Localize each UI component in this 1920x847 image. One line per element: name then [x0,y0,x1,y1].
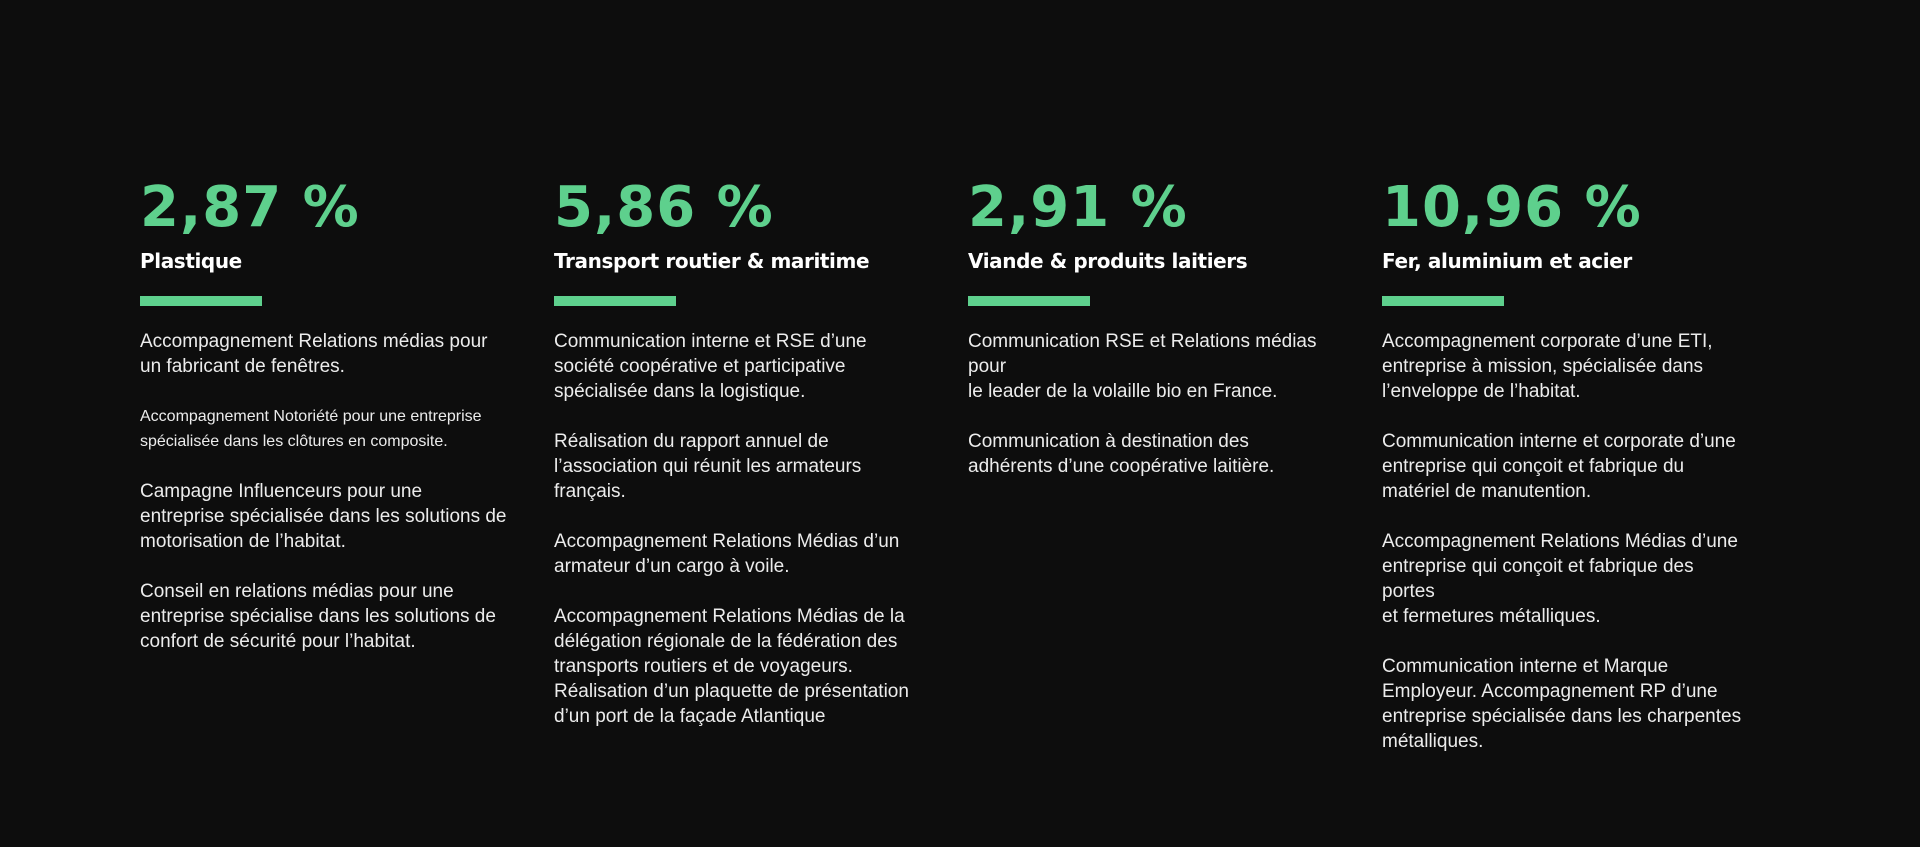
sector-item: Accompagnement corporate d’une ETI, entreprise à mission, spécialisée dans l’enveloppe de l’habitat. [1382,331,1713,402]
sector-items [1382,329,1796,754]
sector-item: Accompagnement Relations médias pour un fabricant de fenêtres. [140,331,488,377]
sector-item: Réalisation du rapport annuel de l’association qui réunit les armateurs français. [554,431,862,502]
sector-column-transport [554,176,968,779]
sector-item: Communication RSE et Relations médias pour le leader de la volaille bio en France. [968,331,1317,402]
sector-item: Accompagnement Relations Médias de la délégation régionale de la fédération des transports routiers et de voyageurs. Réalisation d’un plaquette de présentation d’un port de la façade Atlantique [554,606,909,727]
accent-bar [1382,296,1504,306]
sector-item: Accompagnement Relations Médias d’un armateur d’un cargo à voile. [554,531,900,577]
sector-title: Transport routier & maritime [554,249,870,273]
sector-item: Accompagnement Relations Médias d’une entreprise qui conçoit et fabrique des portes et fermetures métalliques. [1382,531,1738,627]
sector-items [140,329,554,654]
sector-title: Fer, aluminium et acier [1382,249,1632,273]
accent-bar [968,296,1090,306]
sector-items [968,329,1382,479]
sector-item: Communication interne et corporate d’une entreprise qui conçoit et fabrique du matériel de manutention. [1382,431,1736,502]
sector-item: Communication interne et RSE d’une société coopérative et participative spécialisée dans la logistique. [554,331,867,402]
sector-column-plastique [140,176,554,779]
sector-title: Viande & produits laitiers [968,249,1248,273]
sector-stat: 2,91 % [968,175,1188,240]
sector-item: Communication à destination des adhérents d’une coopérative laitière. [968,431,1275,477]
sector-item: Communication interne et Marque Employeur. Accompagnement RP d’une entreprise spécialisée dans les charpentes métalliques. [1382,656,1742,752]
sector-title: Plastique [140,249,242,273]
sector-items [554,329,968,729]
sector-stat: 10,96 % [1382,175,1642,240]
sector-item: Accompagnement Notoriété pour une entreprise spécialisée dans les clôtures en composite. [140,408,482,450]
sector-item: Campagne Influenceurs pour une entreprise spécialisée dans les solutions de motorisation de l’habitat. [140,481,507,552]
sector-item: Conseil en relations médias pour une entreprise spécialise dans les solutions de confort de sécurité pour l’habitat. [140,581,496,652]
accent-bar [140,296,262,306]
sector-stat: 2,87 % [140,175,360,240]
sector-stat: 5,86 % [554,175,774,240]
sector-column-viande [968,176,1382,779]
accent-bar [554,296,676,306]
sector-column-fer [1382,176,1796,779]
sector-grid [140,176,1796,779]
